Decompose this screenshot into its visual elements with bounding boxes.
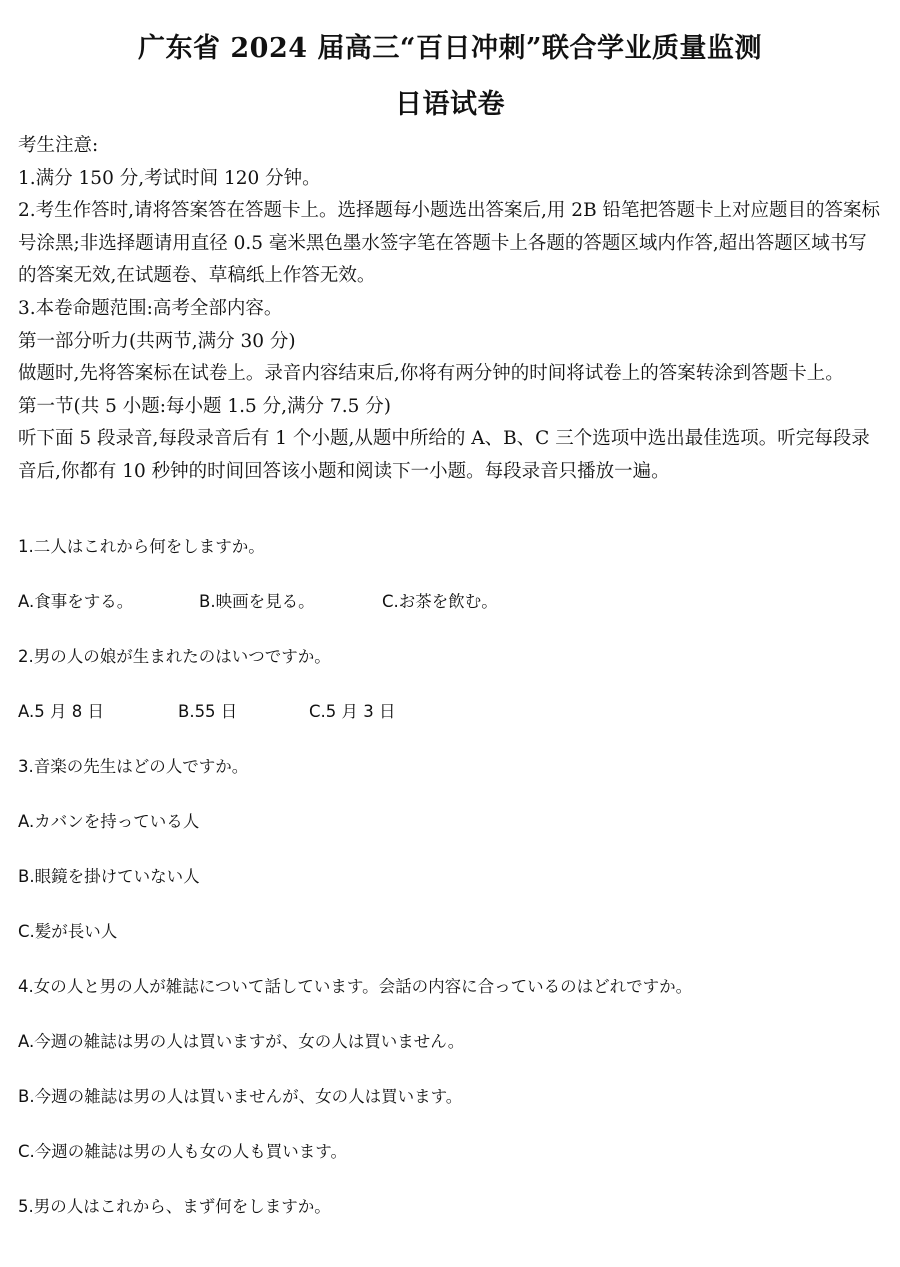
option-a: A.カバンを持っている人: [18, 812, 200, 831]
option-c: C.お茶を飲む。: [382, 592, 498, 611]
notice-item: 3.本卷命题范围:高考全部内容。: [18, 297, 283, 319]
notice-item: 1.满分 150 分,考试时间 120 分钟。: [18, 167, 321, 189]
question-1-stem: 1.二人はこれから何をしますか。: [18, 537, 265, 556]
question-2-stem: 2.男の人の娘が生まれたのはいつですか。: [18, 647, 331, 666]
question-5-stem: 5.男の人はこれから、まず何をしますか。: [18, 1197, 331, 1216]
option-c: C.5 月 3 日: [309, 702, 396, 721]
question-3-stem: 3.音楽の先生はどの人ですか。: [18, 757, 249, 776]
option-a: A.食事をする。: [18, 592, 134, 611]
exam-title: 广东省 2024 届高三“百日冲刺”联合学业质量监测: [137, 33, 762, 64]
option-c: C.髪が長い人: [18, 922, 118, 941]
question-1-options: [18, 591, 884, 613]
part1-instruction: 做题时,先将答案标在试卷上。录音内容结束后,你将有两分钟的时间将试卷上的答案转涂到答题卡上。: [18, 363, 844, 385]
section1-heading: 第一节(共 5 小题:每小题 1.5 分,满分 7.5 分): [18, 395, 391, 417]
exam-subtitle: 日语试卷: [395, 89, 505, 120]
question-4-stem: 4.女の人と男の人が雑誌について話しています。会話の内容に合っているのはどれですか。: [18, 977, 693, 996]
option-b: B.映画を見る。: [199, 592, 315, 611]
option-a: A.5 月 8 日: [18, 702, 104, 721]
option-c: C.今週の雑誌は男の人も女の人も買います。: [18, 1142, 347, 1161]
option-b: B.55 日: [178, 702, 238, 721]
section1-instruction: 听下面 5 段录音,每段录音后有 1 个小题,从题中所给的 A、B、C 三个选项中选出最佳选项。听完每段录音后,你都有 10 秒钟的时间回答该小题和阅读下一小题。每段录音只播放一遍。: [18, 428, 870, 482]
notice-item: 2.考生作答时,请将答案答在答题卡上。选择题每小题选出答案后,用 2B 铅笔把答题卡上对应题目的答案标号涂黑;非选择题请用直径 0.5 毫米黑色墨水签字笔在答题卡上各题的答题区域内作答,超出答题区域书写的答案无效,在试题卷、草稿纸上作答无效。: [18, 200, 881, 287]
option-b: B.今週の雑誌は男の人は買いませんが、女の人は買います。: [18, 1087, 463, 1106]
notice-heading: 考生注意:: [18, 135, 99, 156]
question-2-options: [18, 701, 884, 723]
option-b: B.眼鏡を掛けていない人: [18, 867, 200, 886]
instructions-block: [18, 130, 884, 489]
part1-heading: 第一部分听力(共两节,满分 30 分): [18, 330, 296, 352]
option-a: A.今週の雑誌は男の人は買いますが、女の人は買いません。: [18, 1032, 465, 1051]
